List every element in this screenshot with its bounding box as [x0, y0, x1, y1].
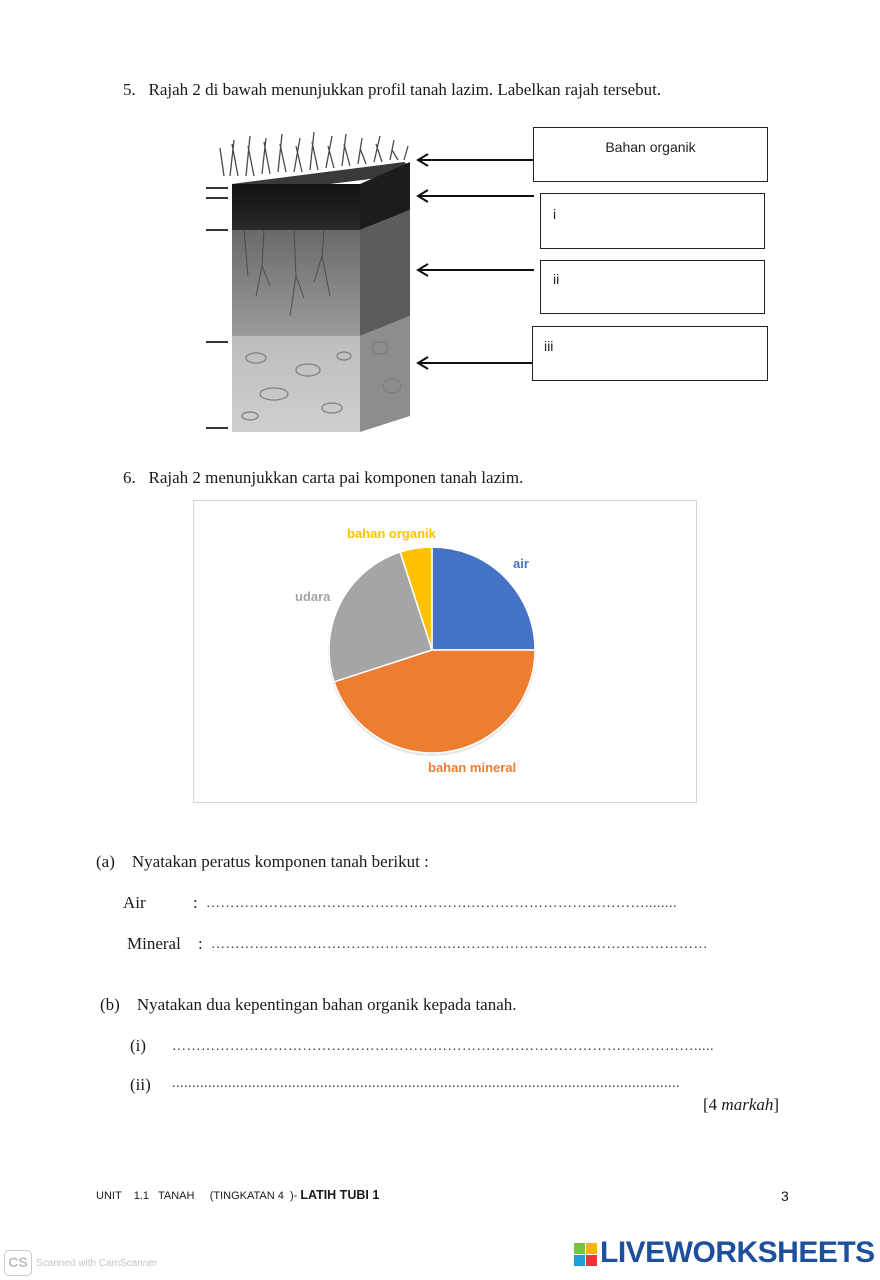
pie-label-bahan-mineral: bahan mineral [428, 760, 517, 775]
question-b-label: (b) [100, 995, 120, 1014]
question-6-text: Rajah 2 menunjukkan carta pai komponen tanah lazim. [148, 468, 524, 487]
question-a-label: (a) [96, 852, 115, 871]
label-box-i[interactable] [540, 193, 765, 249]
marks-note [703, 1095, 779, 1115]
question-b [100, 995, 517, 1015]
soil-profile-diagram [204, 126, 416, 436]
question-a [96, 852, 429, 872]
label-ii: ii [553, 271, 560, 287]
air-answer-line[interactable]: ……………………………………………….………………………………........ [206, 896, 677, 911]
question-5-number: 5. [123, 80, 136, 99]
camscanner-logo: CS [4, 1250, 32, 1276]
label-i: i [553, 206, 557, 222]
question-b-text: Nyatakan dua kepentingan bahan organik kepada tanah. [136, 995, 517, 1014]
air-colon: : [193, 893, 198, 912]
label-arrows [410, 148, 540, 373]
mineral-label: Mineral [127, 934, 181, 953]
liveworksheets-brand: LIVEWORKSHEETS [600, 1236, 875, 1269]
pie-label-udara: udara [295, 589, 331, 604]
footer-unit: UNIT 1.1 TANAH (TINGKATAN 4 )- [96, 1190, 301, 1202]
answer-ii-label: (ii) [130, 1075, 151, 1094]
page-number: 3 [781, 1188, 789, 1204]
answer-ii-line[interactable]: ............................................................................................................................... [172, 1076, 680, 1091]
question-5 [123, 80, 661, 100]
pie-label-bahan-organik: bahan organik [347, 526, 436, 541]
question-6 [123, 468, 523, 488]
pie-label-air: air [513, 556, 529, 571]
answer-i-label: (i) [130, 1036, 147, 1055]
air-label: Air [123, 893, 146, 912]
soil-profile-illustration [204, 126, 416, 436]
label-box-iii[interactable] [532, 326, 768, 381]
question-5-text: Rajah 2 di bawah menunjukkan profil tanah lazim. Labelkan rajah tersebut. [148, 80, 662, 99]
label-box-bahan-organik [533, 127, 768, 182]
camscanner-text: Scanned with CamScanner [36, 1258, 158, 1269]
liveworksheets-logo-icon [574, 1243, 598, 1267]
label-iii: iii [544, 338, 554, 354]
answer-i-line[interactable]: ………………………………………………………………………………………………..... [172, 1039, 714, 1054]
question-a-text: Nyatakan peratus komponen tanah berikut : [131, 852, 429, 871]
pie-chart-frame [193, 500, 697, 803]
marks-suffix: ] [773, 1095, 780, 1114]
mineral-colon: : [198, 934, 203, 953]
marks-prefix: [4 [703, 1095, 722, 1114]
page-footer [96, 1188, 379, 1202]
label-bahan-organik: Bahan organik [605, 139, 696, 155]
mineral-answer-line[interactable]: ………………………………………….……………………………………………… [211, 937, 708, 952]
marks-word: markah [721, 1095, 774, 1114]
pie-chart [194, 501, 696, 802]
question-6-number: 6. [123, 468, 136, 487]
footer-title: LATIH TUBI 1 [300, 1188, 380, 1202]
label-box-ii[interactable] [540, 260, 765, 314]
